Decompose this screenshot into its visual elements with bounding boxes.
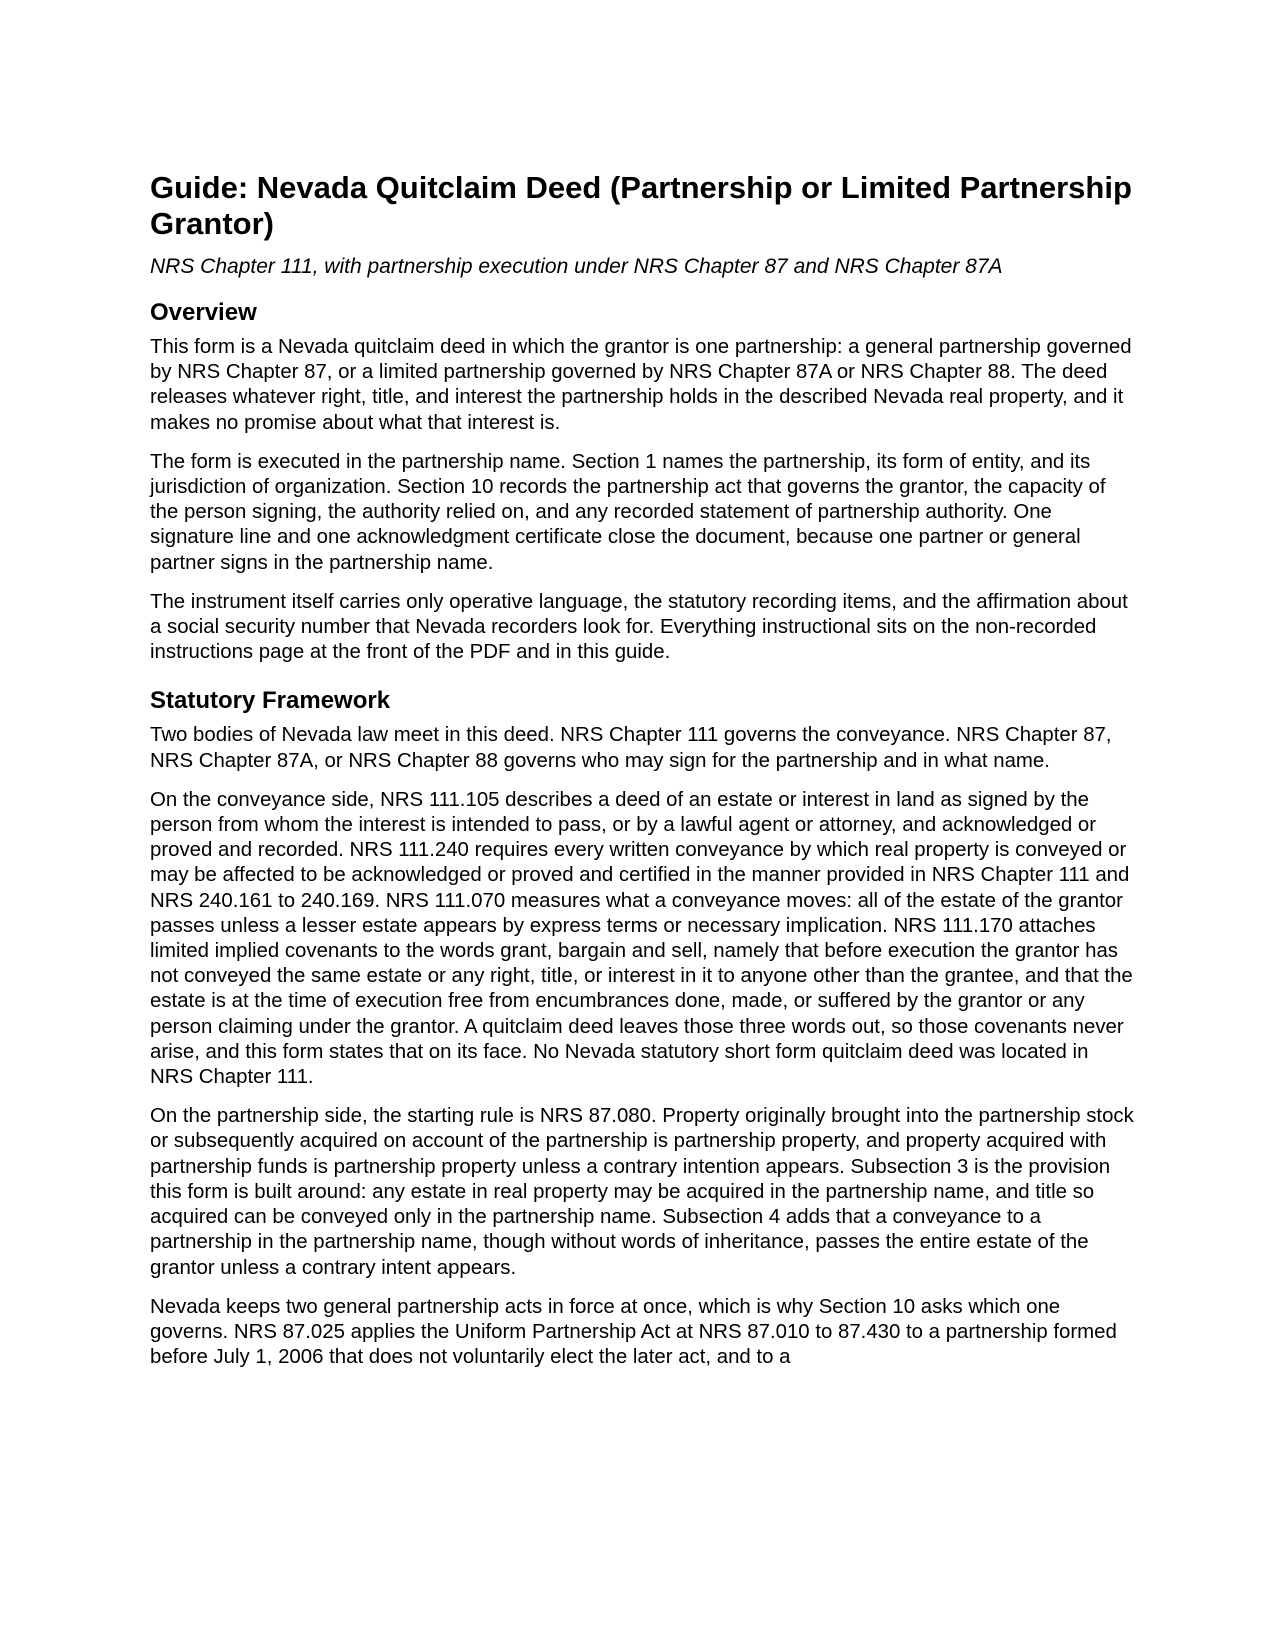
section-heading-statutory-framework: Statutory Framework — [150, 687, 391, 715]
paragraph: This form is a Nevada quitclaim deed in which the grantor is one partnership: a general partnership governed by NRS Chapter 87, or a limited partnership governed by NRS Chapter 87A or NRS Chapter 88. The deed releases whatever right, title, and interest the partnership holds in the described Nevada real property, and it makes no promise about what that interest is. — [150, 336, 1132, 434]
paragraph: The instrument itself carries only operative language, the statutory recording items, and the affirmation about a social security number that Nevada recorders look for. Everything instructional sits on the non-recorded instructions page at the front of the PDF and in this guide. — [150, 590, 1128, 664]
document-subtitle: NRS Chapter 111, with partnership execution under NRS Chapter 87 and NRS Chapter 87A — [150, 255, 1003, 278]
paragraph: The form is executed in the partnership name. Section 1 names the partnership, its form of entity, and its jurisdiction of organization. Section 10 records the partnership act that governs the grantor, the capacity of the person signing, the authority relied on, and any recorded statement of partnership authority. One signature line and one acknowledgment certificate close the document, because one partner or general partner signs in the partnership name. — [150, 450, 1106, 574]
section-overview — [150, 299, 1135, 665]
document-title: Guide: Nevada Quitclaim Deed (Partnership or Limited Partnership Grantor) — [150, 170, 1132, 241]
document-page — [150, 170, 1135, 1384]
section-statutory-framework — [150, 687, 1135, 1370]
paragraph: Nevada keeps two general partnership acts in force at once, which is why Section 10 asks which one governs. NRS 87.025 applies the Uniform Partnership Act at NRS 87.010 to 87.430 to a partnership formed before July 1, 2006 that does not voluntarily elect the later act, and to a — [150, 1295, 1117, 1369]
paragraph: On the conveyance side, NRS 111.105 describes a deed of an estate or interest in land as signed by the person from whom the interest is intended to pass, or by a lawful agent or attorney, and acknowledged or proved and recorded. NRS 111.240 requires every written conveyance by which real property is conveyed or may be affected to be acknowledged or proved and certified in the manner provided in NRS Chapter 111 and NRS 240.161 to 240.169. NRS 111.070 measures what a conveyance moves: all of the estate of the grantor passes unless a lesser estate appears by express terms or necessary implication. NRS 111.170 attaches limited implied covenants to the words grant, bargain and sell, namely that before execution the grantor has not conveyed the same estate or any right, title, or interest in it to anyone other than the grantee, and that the estate is at the time of execution free from encumbrances done, made, or suffered by the grantor or any person claiming under the grantor. A quitclaim deed leaves those three words out, so those covenants never arise, and this form states that on its face. No Nevada statutory short form quitclaim deed was located in NRS Chapter 111. — [150, 788, 1133, 1089]
paragraph: Two bodies of Nevada law meet in this deed. NRS Chapter 111 governs the conveyance. NRS Chapter 87, NRS Chapter 87A, or NRS Chapter 88 governs who may sign for the partnership and in what name. — [150, 724, 1112, 772]
section-heading-overview: Overview — [150, 299, 257, 326]
paragraph: On the partnership side, the starting rule is NRS 87.080. Property originally brought into the partnership stock or subsequently acquired on account of the partnership is partnership property, and property acquired with partnership funds is partnership property unless a contrary intention appears. Subsection 3 is the provision this form is built around: any estate in real property may be acquired in the partnership name, and title so acquired can be conveyed only in the partnership name. Subsection 4 adds that a conveyance to a partnership in the partnership name, though without words of inheritance, passes the entire estate of the grantor unless a contrary intent appears. — [150, 1105, 1134, 1279]
